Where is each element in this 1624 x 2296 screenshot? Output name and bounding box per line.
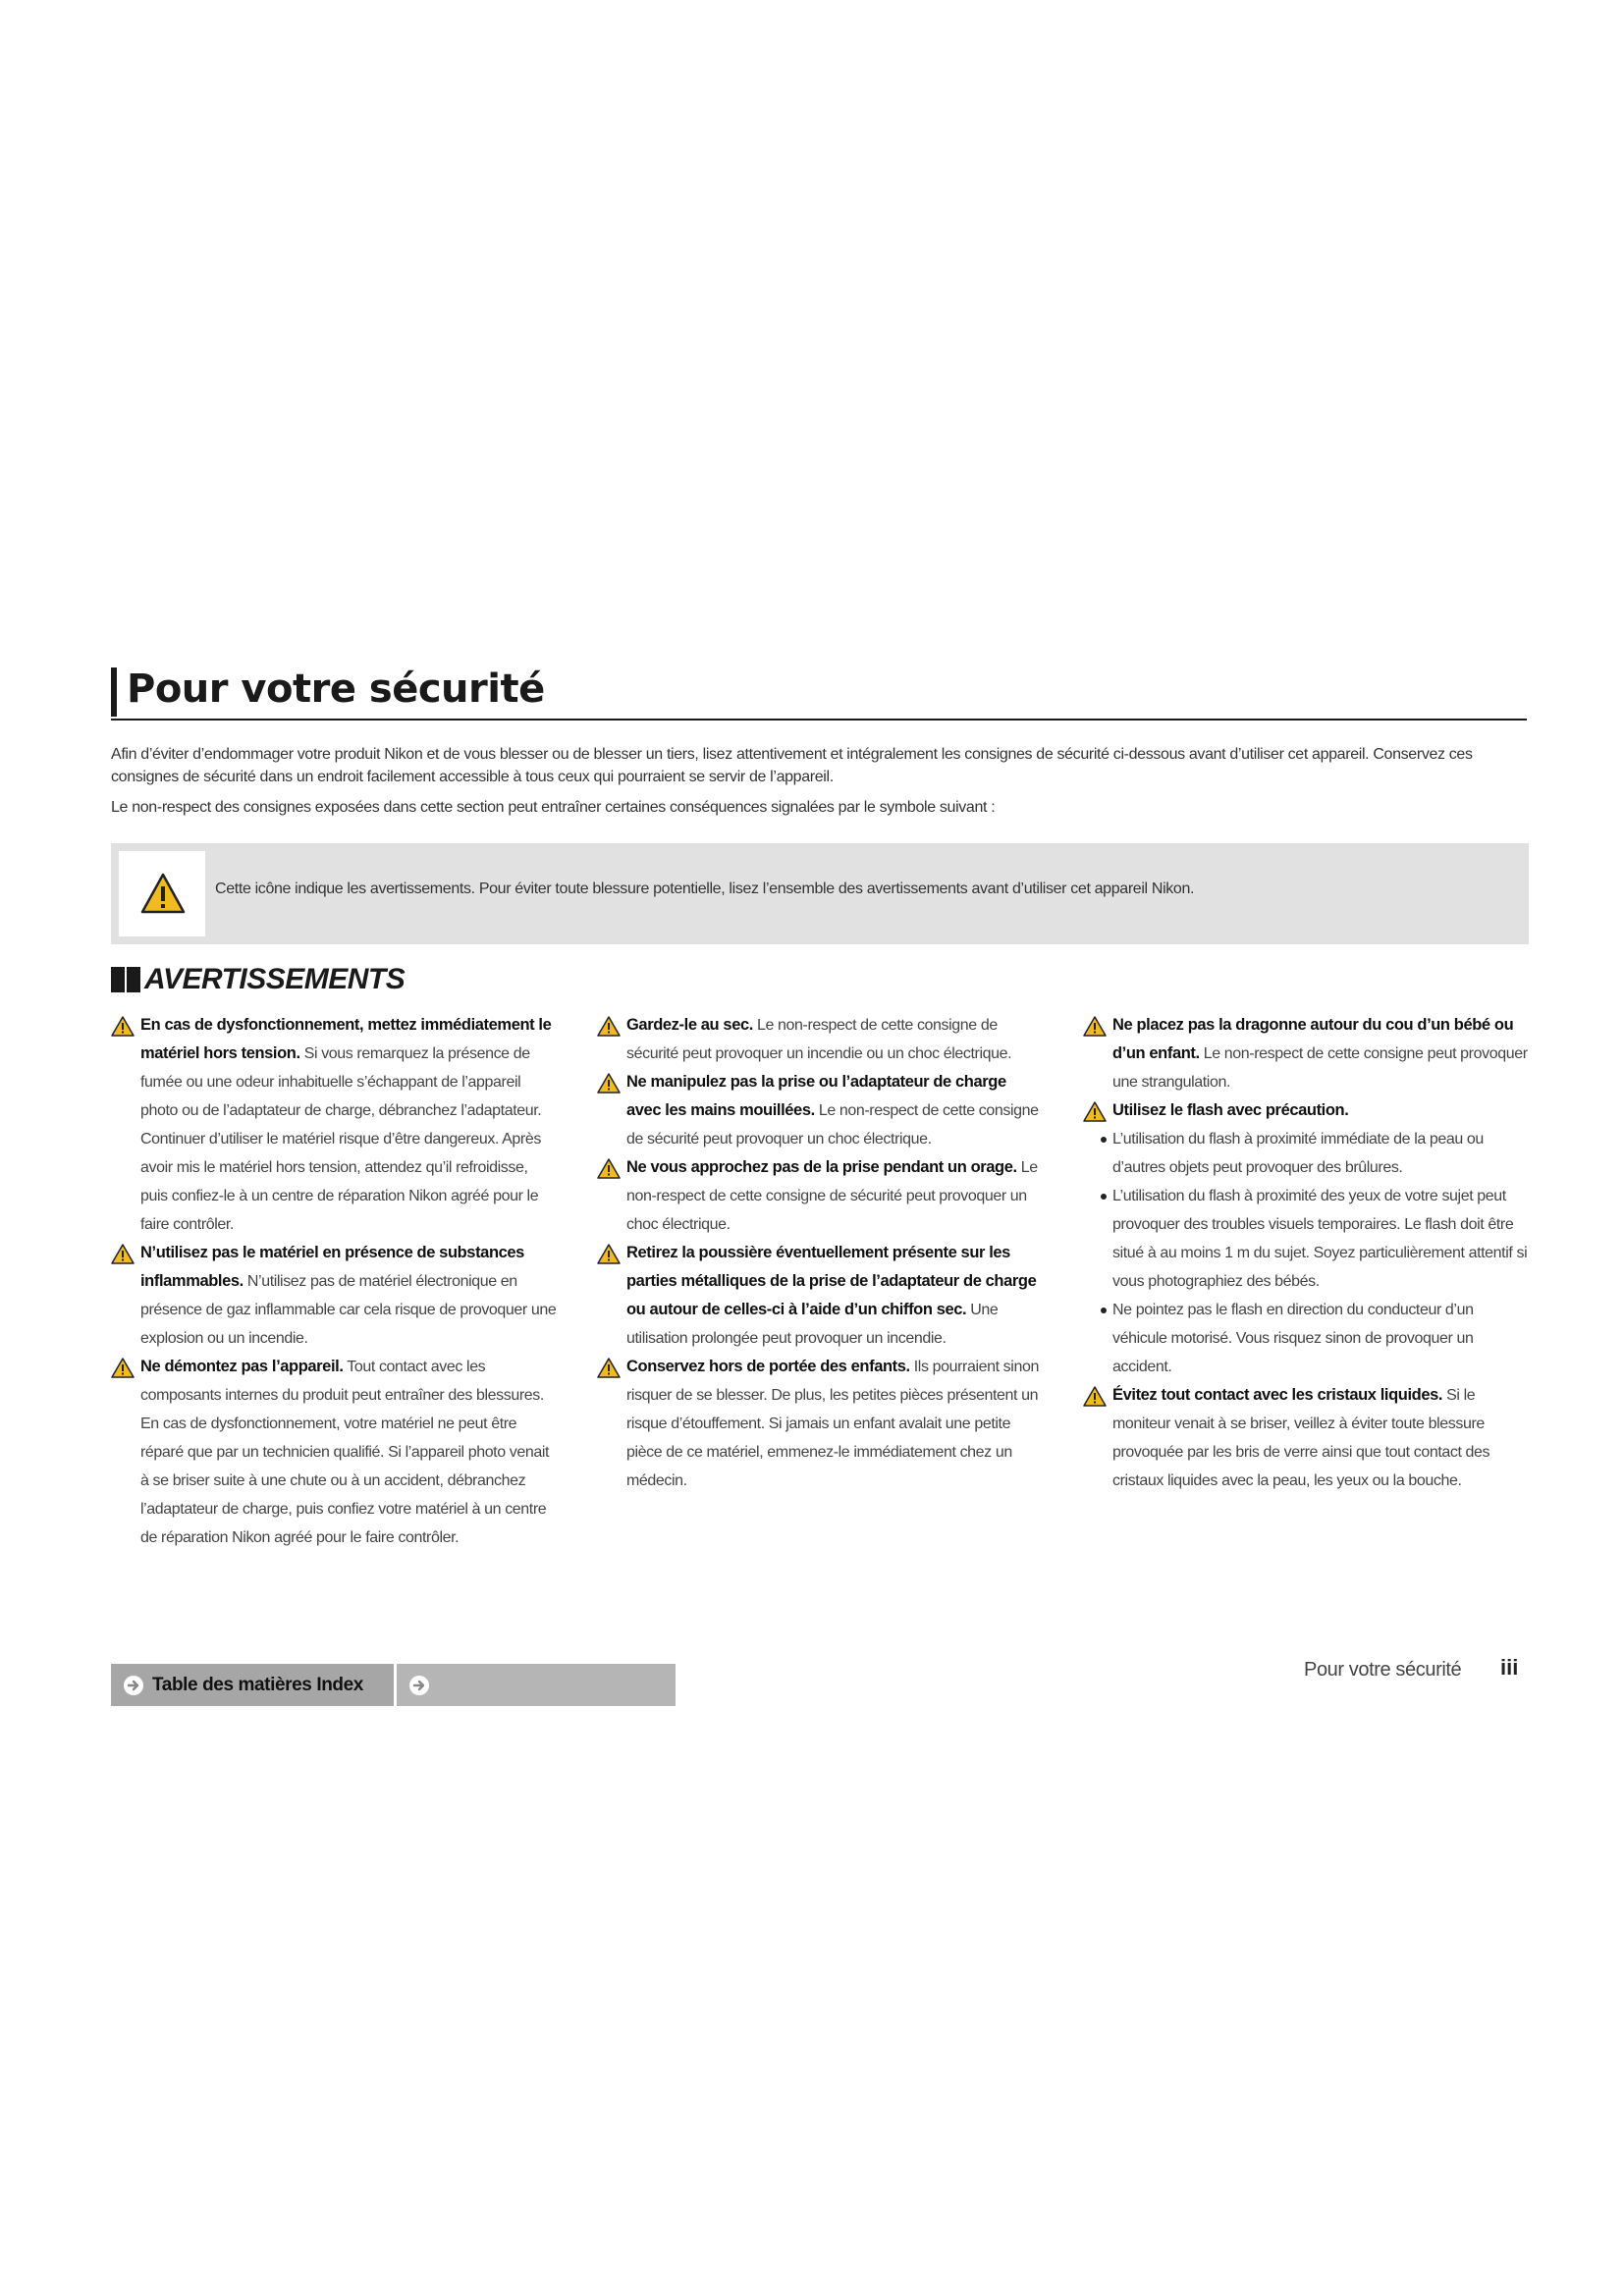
warning-body: Ils pourraient sinon risquer de se blesser. De plus, les petites pièces présentent un risque d’étouffement. Si jamais un enfant avalait une petite pièce de ce matériel, emmenez-le immédiatement chez un médecin. [626,1359,1039,1489]
warning-triangle-icon [111,1016,135,1037]
toc-index-button[interactable] [111,1664,394,1706]
warnings-column-1 [111,1011,558,1552]
warning-item [597,1068,1041,1153]
warning-heading: Ne placez pas la dragonne autour du cou d’un bébé ou d’un enfant. [1112,1016,1514,1062]
warning-item [1083,1381,1528,1495]
flash-bullet-text: Ne pointez pas le flash en direction du conducteur d’un véhicule motorisé. Vous risquez sinon de provoquer un accident. [1112,1302,1474,1375]
bullet-dot [1101,1137,1107,1143]
warning-heading: Évitez tout contact avec les cristaux liquides. [1112,1386,1443,1404]
warning-triangle-icon [111,1358,135,1378]
warning-triangle-icon [597,1244,621,1264]
heading-marker [111,967,125,992]
warning-body: N’utilisez pas de matériel électronique en présence de gaz inflammable car cela risque de provoquer une explosion ou un incendie. [140,1273,557,1347]
flash-bullet-text: L’utilisation du flash à proximité immédiate de la peau ou d’autres objets peut provoquer des brûlures. [1112,1131,1484,1176]
title-bar [111,667,117,717]
warnings-column-3 [1083,1011,1528,1495]
intro-paragraph-1: Afin d’éviter d’endommager votre produit Nikon et de vous blesser ou de blesser un tiers, lisez attentivement et intégralement les consignes de sécurité ci-dessous avant d’utiliser cet appareil. Conservez ces consignes de sécurité dans un endroit facilement accessible à tous ceux qui pourraient se servir de l’appareil. [111,746,1473,785]
warning-heading: Retirez la poussière éventuellement présente sur les parties métalliques de la prise de l’adaptateur de charge ou autour de celles-ci à l’aide d’un chiffon sec. [626,1244,1037,1318]
warning-body: Le non-respect de cette consigne peut provoquer une strangulation. [1112,1045,1528,1091]
warning-item [111,1011,558,1239]
warning-triangle-icon [1083,1101,1107,1122]
flash-bullet [1083,1182,1528,1296]
warning-item [597,1353,1041,1495]
warnings-column-2 [597,1011,1041,1495]
bullet-dot [1101,1194,1107,1200]
warning-body: Si le moniteur venait à se briser, veillez à éviter toute blessure provoquée par les bris de verre ainsi que tout contact des cristaux liquides avec la peau, les yeux ou la bouche. [1112,1387,1490,1489]
footer-section-title: Pour votre sécurité [1304,1659,1462,1681]
warning-heading: Conservez hors de portée des enfants. [626,1358,910,1375]
page-title: Pour votre sécurité [127,667,545,712]
warning-heading: Utilisez le flash avec précaution. [1112,1101,1349,1119]
warning-heading: Gardez-le au sec. [626,1016,753,1034]
warning-triangle-icon [1083,1016,1107,1037]
warning-triangle-icon [111,1244,135,1264]
arrow-circle-right-icon [123,1675,144,1696]
warning-triangle-icon [597,1358,621,1378]
notice-box [111,843,1529,944]
warning-item [1083,1011,1528,1096]
bullet-dot [1101,1308,1107,1313]
warning-triangle-icon [597,1073,621,1094]
warning-body: Si vous remarquez la présence de fumée ou une odeur inhabituelle s’échappant de l’appareil photo ou de l’adaptateur de charge, débranchez l’adaptateur. Continuer d’utiliser le matériel risque d’être dangereux. Après avoir mis le matériel hors tension, attendez qu’il refroidisse, puis confiez-le à un centre de réparation Nikon agréé pour le faire contrôler. [140,1045,542,1233]
warning-heading: En cas de dysfonctionnement, mettez immédiatement le matériel hors tension. [140,1016,552,1062]
warning-item [597,1153,1041,1239]
warning-heading: Ne manipulez pas la prise ou l’adaptateur de charge avec les mains mouillées. [626,1073,1006,1119]
warning-body: Le non-respect de cette consigne de sécurité peut provoquer un choc électrique. [626,1102,1039,1148]
title-rule [111,719,1527,721]
section-title: AVERTISSEMENTS [144,963,406,995]
warning-body: Une utilisation prolongée peut provoquer un incendie. [626,1302,999,1347]
flash-bullet [1083,1296,1528,1381]
warning-item [597,1011,1041,1068]
warning-triangle-icon [597,1158,621,1179]
page-number: iii [1500,1655,1519,1680]
warning-heading: N’utilisez pas le matériel en présence de substances inflammables. [140,1244,524,1290]
warning-heading: Ne vous approchez pas de la prise pendant un orage. [626,1158,1017,1176]
heading-marker [127,967,140,992]
warning-triangle-icon [597,1016,621,1037]
warning-heading: Ne démontez pas l’appareil. [140,1358,344,1375]
warning-triangle-icon [1083,1386,1107,1407]
warning-item [111,1239,558,1353]
warning-triangle-icon [140,873,186,914]
nav-label: Table des matières Index [152,1674,363,1695]
notice-text: Cette icône indique les avertissements. Pour éviter toute blessure potentielle, lisez l’ensemble des avertissements avant d’utiliser cet appareil Nikon. [215,881,1195,897]
bottom-nav [111,1664,676,1706]
warning-item [111,1353,558,1552]
arrow-circle-right-icon [408,1675,430,1696]
warning-body: Le non-respect de cette consigne de sécurité peut provoquer un choc électrique. [626,1159,1038,1233]
intro-paragraph-2: Le non-respect des consignes exposées dans cette section peut entraîner certaines conséquences signalées par le symbole suivant : [111,799,996,816]
warning-body: Tout contact avec les composants internes du produit peut entraîner des blessures. En cas de dysfonctionnement, votre matériel ne peut être réparé que par un technicien qualifié. Si l’appareil photo venait à se briser suite à une chute ou à un accident, débranchez l’adaptateur de charge, puis confiez votre matériel à un centre de réparation Nikon agréé pour le faire contrôler. [140,1359,550,1546]
warning-item [597,1239,1041,1353]
warning-body: Le non-respect de cette consigne de sécurité peut provoquer un incendie ou un choc électrique. [626,1017,1012,1062]
notice-icon-box [119,851,205,936]
flash-bullet [1083,1125,1528,1182]
section-heading [111,960,405,999]
warning-item [1083,1096,1528,1125]
next-page-button[interactable] [397,1664,456,1706]
flash-bullet-text: L’utilisation du flash à proximité des yeux de votre sujet peut provoquer des troubles visuels temporaires. Le flash doit être situé à au moins 1 m du sujet. Soyez particulièrement attentif si vous photographiez des bébés. [1112,1188,1528,1290]
intro [111,743,1529,827]
